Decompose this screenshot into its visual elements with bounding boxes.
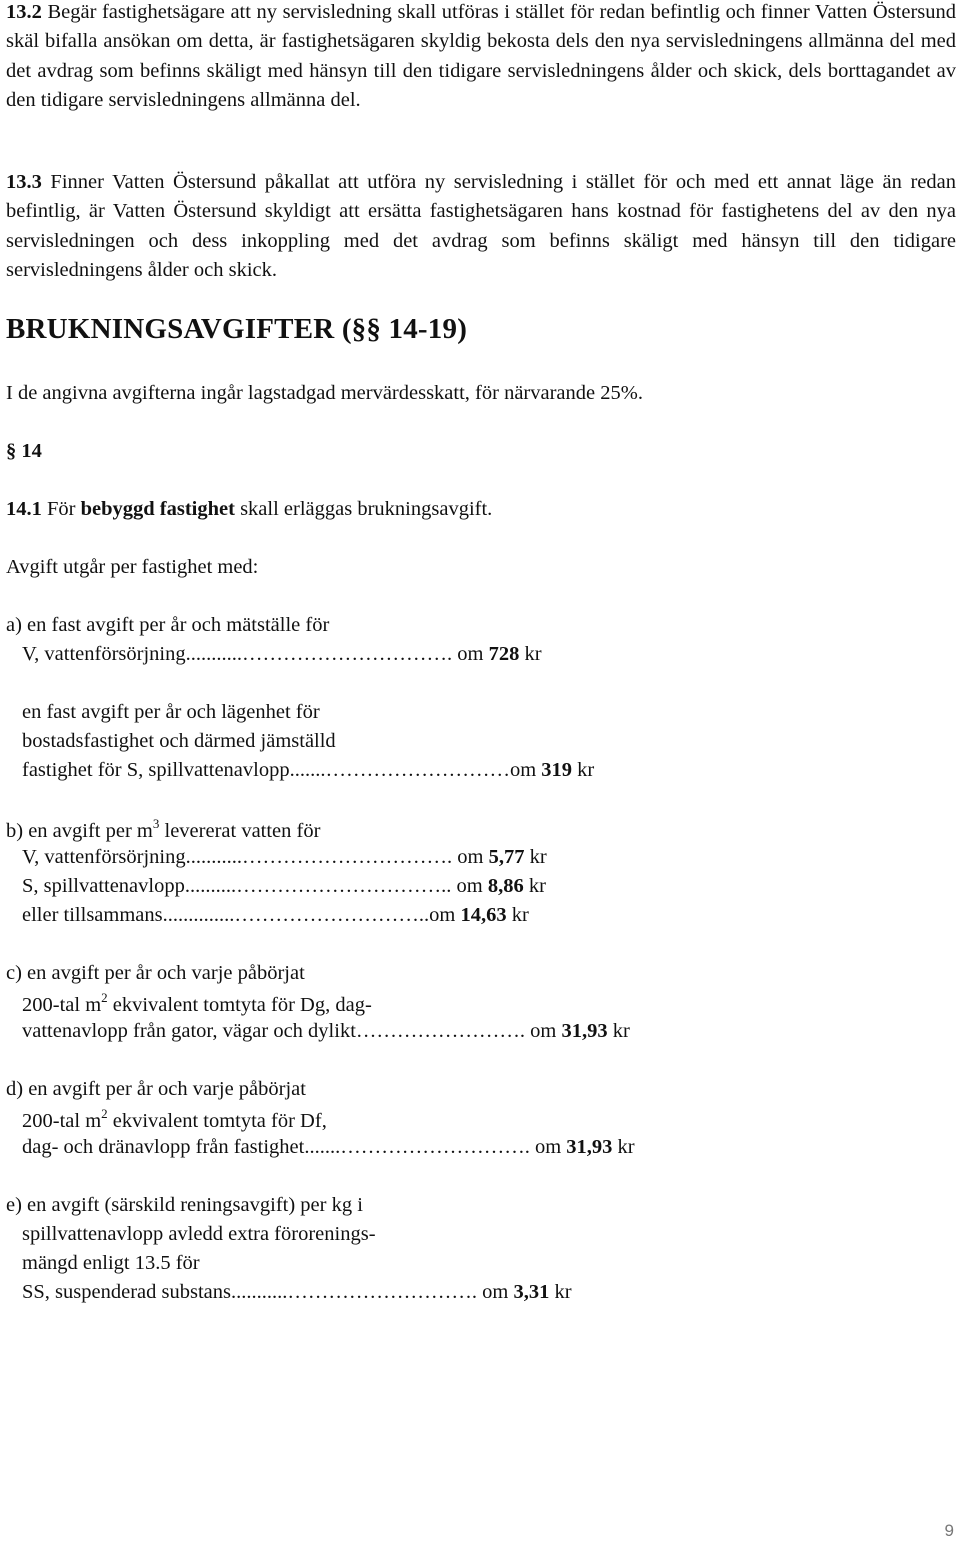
fee-e-line3: mängd enligt 13.5 för bbox=[22, 1252, 200, 1274]
fee-e-line1: e) en avgift (särskild reningsavgift) per kg i bbox=[6, 1194, 363, 1216]
fee-amount: 8,86 bbox=[487, 875, 524, 897]
fee-leader: …………………………. om bbox=[241, 846, 489, 868]
fee-a-row bbox=[22, 643, 542, 666]
fee-a-line1: a) en fast avgift per år och mätställe för bbox=[6, 614, 330, 636]
fee-label: dag- och dränavlopp från fastighet....... bbox=[22, 1136, 341, 1158]
fee-label: SS, suspenderad substans........... bbox=[22, 1281, 288, 1303]
fee-d-text-pre: 200-tal m bbox=[22, 1109, 102, 1132]
fee-unit: kr bbox=[607, 1020, 630, 1042]
fee-unit: kr bbox=[524, 846, 547, 868]
fee-a2-row bbox=[22, 759, 594, 782]
fee-unit: kr bbox=[506, 904, 529, 926]
fee-a2-line1: en fast avgift per år och lägenhet för bbox=[22, 701, 320, 723]
fee-e-line2: spillvattenavlopp avledd extra förorenings- bbox=[22, 1223, 376, 1245]
fee-a2-line2: bostadsfastighet och därmed jämställd bbox=[22, 730, 336, 752]
fee-amount: 31,93 bbox=[561, 1020, 608, 1042]
fee-d-row bbox=[22, 1136, 635, 1159]
fee-label: fastighet för S, spillvattenavlopp....... bbox=[22, 759, 326, 781]
fee-c-text-post: ekvivalent tomtyta för Dg, dag- bbox=[107, 993, 372, 1016]
fee-leader: ………………………..om bbox=[234, 904, 461, 926]
fee-b-text-pre: b) en avgift per m bbox=[6, 819, 153, 842]
section-heading: BRUKNINGSAVGIFTER (§§ 14-19) bbox=[6, 313, 468, 345]
fee-leader: ……………………. om bbox=[355, 1020, 562, 1042]
fee-amount: 31,93 bbox=[566, 1136, 613, 1158]
fee-d-text-post: ekvivalent tomtyta för Df, bbox=[107, 1109, 327, 1132]
fee-leader: ………………………. om bbox=[340, 1136, 567, 1158]
fee-unit: kr bbox=[519, 643, 542, 665]
paragraph-13-2 bbox=[6, 0, 956, 115]
fee-unit: kr bbox=[523, 875, 546, 897]
fee-label: S, spillvattenavlopp.......... bbox=[22, 875, 237, 897]
superscript: 3 bbox=[152, 816, 160, 831]
fee-unit: kr bbox=[572, 759, 595, 781]
paragraph-13-3 bbox=[6, 168, 956, 285]
fee-label: vattenavlopp från gator, vägar och dylikt bbox=[22, 1020, 356, 1042]
superscript: 2 bbox=[101, 1106, 108, 1121]
fee-label: eller tillsammans.............. bbox=[22, 904, 235, 926]
superscript: 2 bbox=[101, 990, 108, 1005]
section-14-label: § 14 bbox=[6, 440, 42, 462]
fee-amount: 14,63 bbox=[460, 904, 507, 926]
fee-amount: 3,31 bbox=[513, 1281, 550, 1303]
fee-label: V, vattenförsörjning........... bbox=[22, 846, 242, 868]
paragraph-text-pre: För bbox=[41, 498, 81, 520]
page-number: 9 bbox=[944, 1521, 954, 1540]
paragraph-number: 14.1 bbox=[6, 498, 42, 520]
paragraph-text-bold: bebyggd fastighet bbox=[80, 498, 235, 520]
fee-d-line1: d) en avgift per år och varje påbörjat bbox=[6, 1078, 306, 1100]
fee-unit: kr bbox=[549, 1281, 572, 1303]
fee-unit: kr bbox=[612, 1136, 635, 1158]
fee-amount: 319 bbox=[541, 759, 573, 781]
fee-d-line2 bbox=[22, 1107, 327, 1133]
paragraph-text: Begär fastighetsägare att ny servisledning skall utföras i stället för redan befintlig och finner Vatten Östersund skäl bifalla ansökan om detta, är fastighetsägaren skyldig bekosta dels den nya servisledningens allmänna del med det avdrag som befinns skäligt med hänsyn till den tidigare servisledningens ålder och skick, dels borttagandet av den tidigare servisledningens allmänna del. bbox=[6, 1, 956, 111]
paragraph-text: Finner Vatten Östersund påkallat att utföra ny servisledning i stället för och med ett annat läge än redan befintlig, är Vatten Östersund skyldigt att ersätta fastighetsägaren hans kostnad för fastighetens del av den nya servisledningen och dess inkoppling med det avdrag som befinns skäligt med hänsyn till den tidigare servisledningens ålder och skick. bbox=[6, 171, 956, 281]
fee-c-line2 bbox=[22, 991, 372, 1017]
fee-e-row bbox=[22, 1281, 572, 1304]
fee-leader: ………………………….. om bbox=[236, 875, 488, 897]
paragraph-text-post: skall erläggas brukningsavgift. bbox=[234, 498, 493, 520]
fee-b-row-3 bbox=[22, 904, 529, 927]
fee-leader: ………………………. om bbox=[287, 1281, 514, 1303]
fee-leader: ………………………om bbox=[325, 759, 542, 781]
fee-c-line1: c) en avgift per år och varje påbörjat bbox=[6, 962, 305, 984]
fee-label: V, vattenförsörjning........... bbox=[22, 643, 242, 665]
fee-b-row-2 bbox=[22, 875, 546, 898]
paragraph-number: 13.3 bbox=[6, 171, 42, 193]
fee-b-text-post: levererat vatten för bbox=[159, 819, 321, 842]
fee-amount: 728 bbox=[488, 643, 520, 665]
fee-b-row-1 bbox=[22, 846, 547, 869]
fee-c-row bbox=[22, 1020, 630, 1043]
fee-c-text-pre: 200-tal m bbox=[22, 993, 102, 1016]
fee-leader: …………………………. om bbox=[241, 643, 489, 665]
fee-intro: Avgift utgår per fastighet med: bbox=[6, 556, 259, 578]
paragraph-14-1 bbox=[6, 498, 492, 521]
vat-note: I de angivna avgifterna ingår lagstadgad mervärdesskatt, för närvarande 25%. bbox=[6, 382, 643, 404]
paragraph-number: 13.2 bbox=[6, 1, 42, 23]
fee-amount: 5,77 bbox=[488, 846, 525, 868]
fee-b-line1 bbox=[6, 817, 320, 843]
